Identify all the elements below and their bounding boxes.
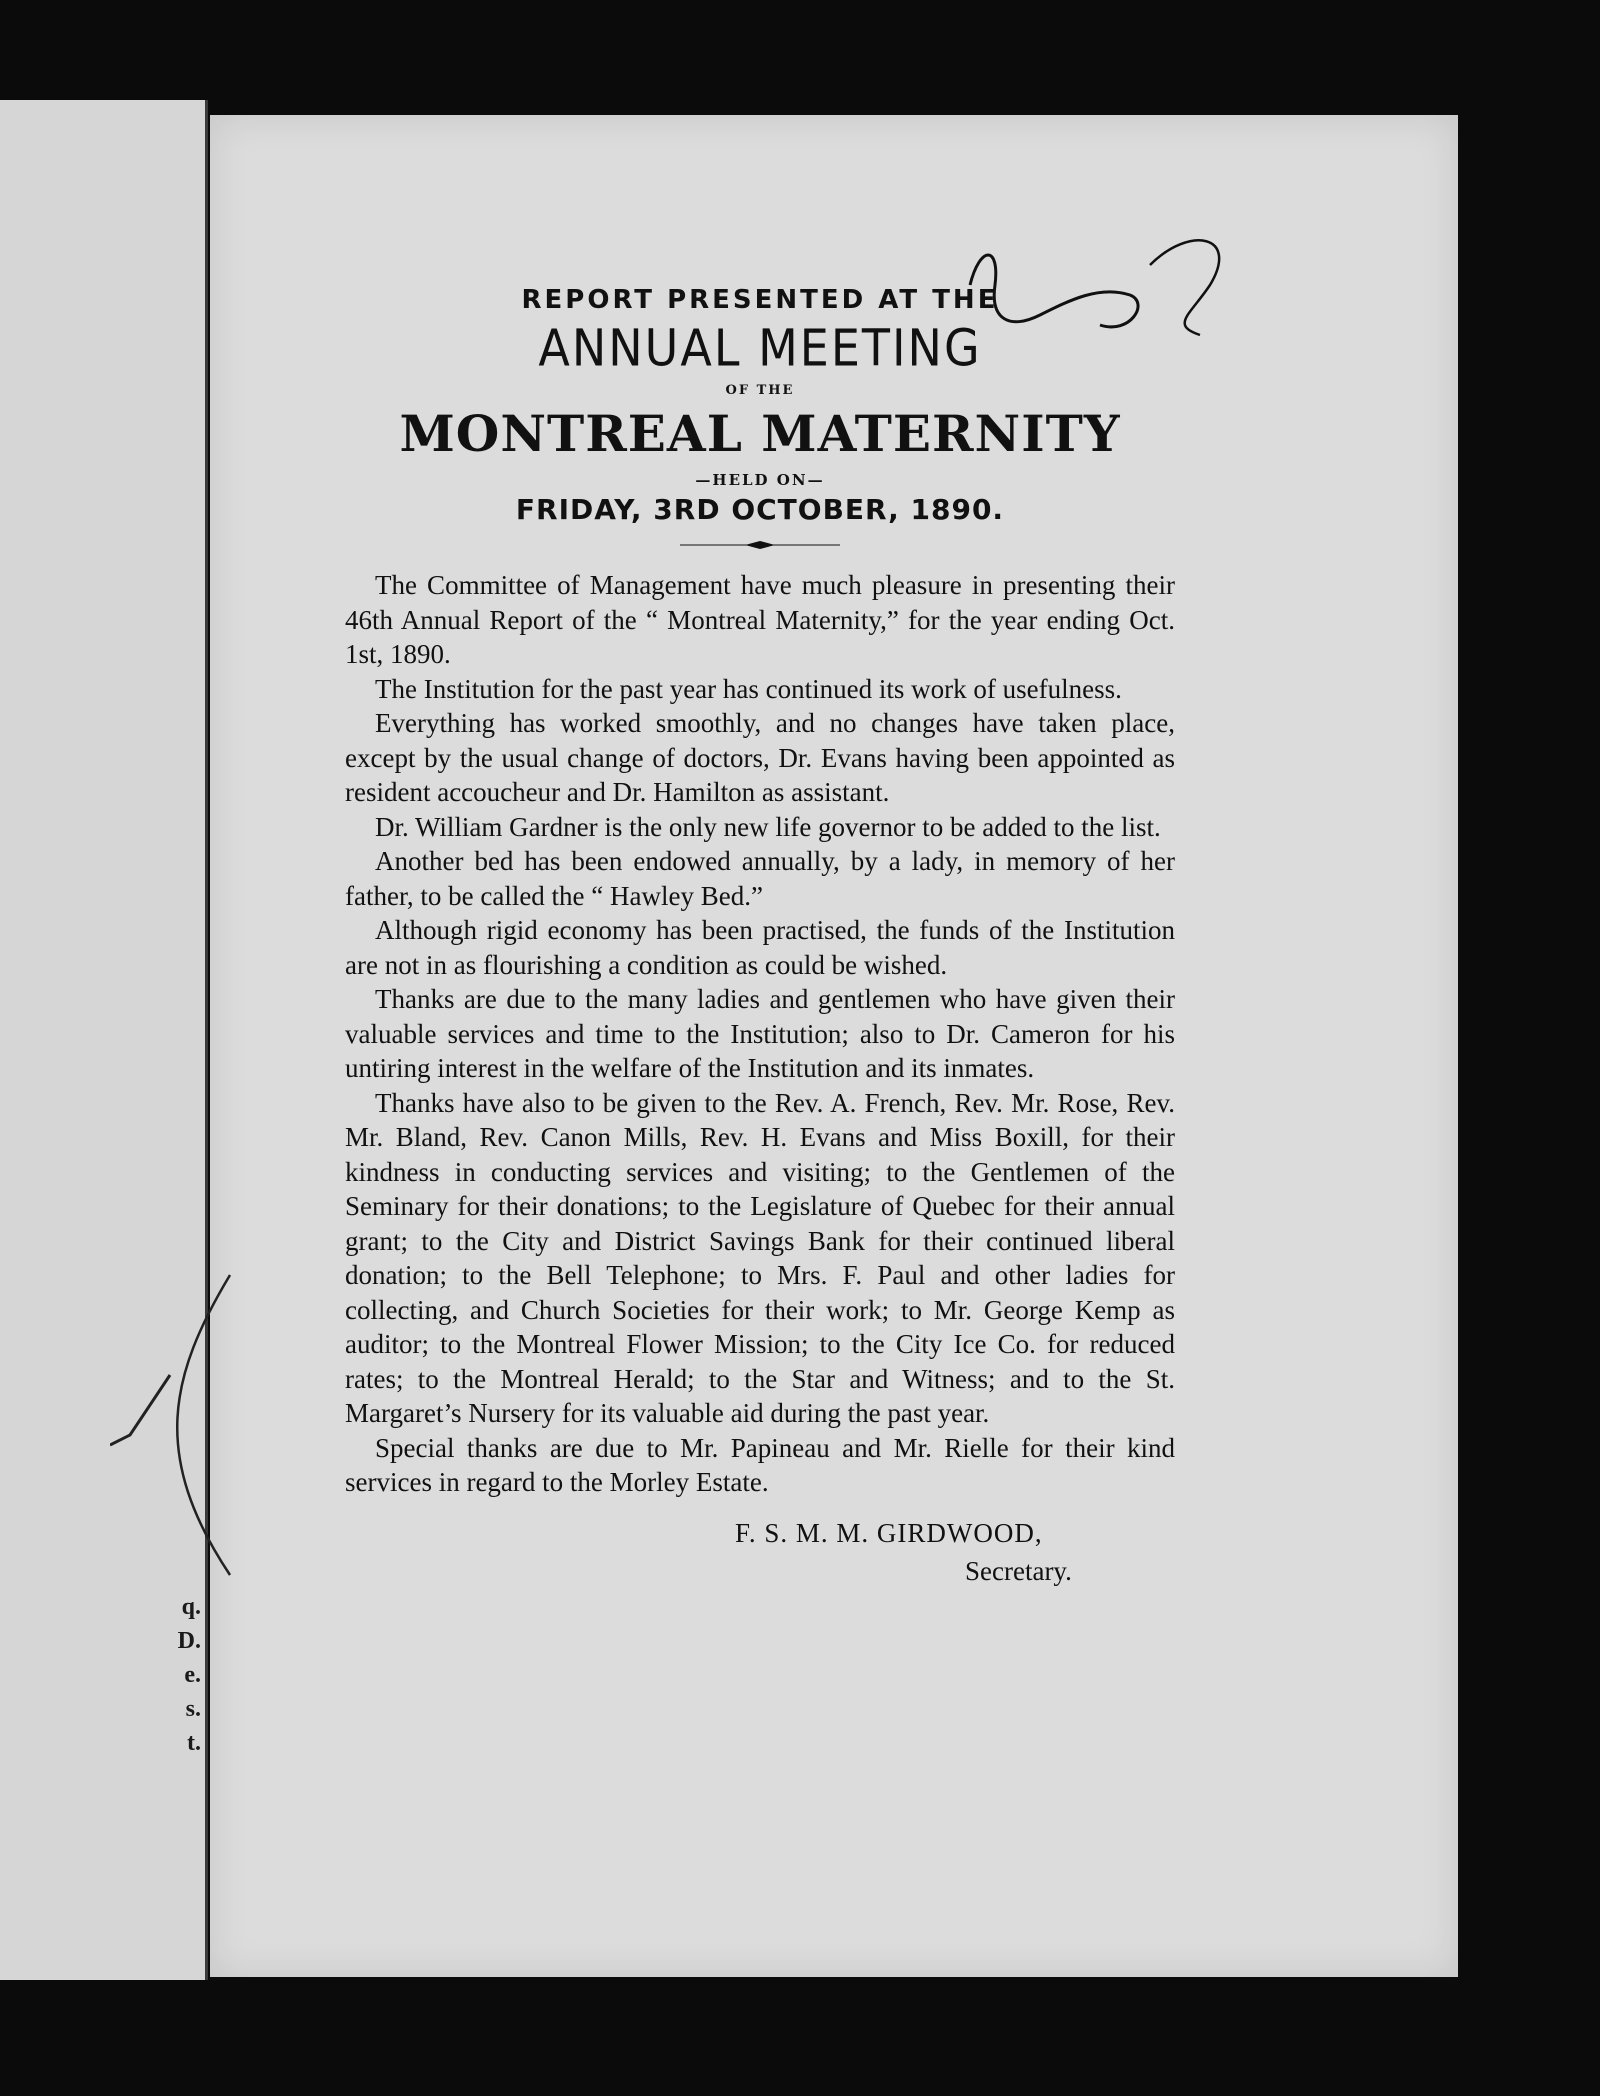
- report-date: FRIDAY, 3RD OCTOBER, 1890.: [515, 493, 1005, 526]
- margin-fragment: D.: [177, 1628, 201, 1654]
- signature-block: [345, 1514, 1175, 1590]
- paragraph: Dr. William Gardner is the only new life governor to be added to the list.: [375, 811, 1161, 842]
- margin-fragment: e.: [184, 1662, 201, 1688]
- signatory-name: F. S. M. M. GIRDWOOD,: [735, 1517, 1043, 1548]
- document-page: [210, 115, 1458, 1977]
- margin-fragment: s.: [185, 1696, 201, 1722]
- paragraph: Thanks have also to be given to the Rev. A. French, Rev. Mr. Rose, Rev. Mr. Bland, Rev. Canon Mills, Rev. H. Evans and Miss Boxill, for their kindness in conducting services and visiting; to the Gentlemen of the Seminary for their donations; to the Legislature of Quebec for their annual grant; to the City and District Savings Bank for their continued liberal donation; to the Bell Telephone; to Mrs. F. Paul and other ladies for collecting, and Church Societies for their work; to Mr. George Kemp as auditor; to the Montreal Flower Mission; to the City Ice Co. for reduced rates; to the Montreal Herald; to the Star and Witness; and to the St. Margaret’s Nursery for its valuable aid during the past year.: [345, 1087, 1175, 1428]
- margin-fragment: t.: [187, 1730, 201, 1756]
- paragraph: The Committee of Management have much pleasure in presenting their 46th Annual Report of the “ Montreal Maternity,” for the year ending Oct. 1st, 1890.: [345, 570, 1175, 669]
- report-content: [345, 285, 1175, 1590]
- paragraph: Everything has worked smoothly, and no changes have taken place, except by the usual change of doctors, Dr. Evans having been appointed as resident accoucheur and Dr. Hamilton as assistant.: [345, 708, 1175, 807]
- paragraph: Special thanks are due to Mr. Papineau and Mr. Rielle for their kind services in regard to the Morley Estate.: [345, 1432, 1175, 1497]
- margin-pen-stroke: [110, 1255, 270, 1635]
- report-held-on: —HELD ON—: [695, 471, 825, 489]
- margin-fragment: q.: [181, 1594, 201, 1620]
- report-title-organization: MONTREAL MATERNITY: [399, 404, 1121, 463]
- paragraph: The Institution for the past year has continued its work of usefulness.: [375, 673, 1122, 704]
- paragraph: Another bed has been endowed annually, by a lady, in memory of her father, to be called the “ Hawley Bed.”: [345, 846, 1175, 911]
- report-kicker: REPORT PRESENTED AT THE: [521, 285, 999, 315]
- paragraph: Thanks are due to the many ladies and gentlemen who have given their valuable services and time to the Institution; also to Dr. Cameron for his untiring interest in the welfare of the Institution and its inmates.: [345, 984, 1175, 1083]
- report-of-the: OF THE: [725, 383, 795, 398]
- report-title-annual-meeting: ANNUAL MEETING: [538, 318, 982, 378]
- divider-ornament: [680, 540, 840, 550]
- paragraph: Although rigid economy has been practised, the funds of the Institution are not in as flourishing a condition as could be wished.: [345, 915, 1175, 980]
- left-facing-page: [0, 100, 208, 1980]
- signatory-title: Secretary.: [965, 1555, 1072, 1586]
